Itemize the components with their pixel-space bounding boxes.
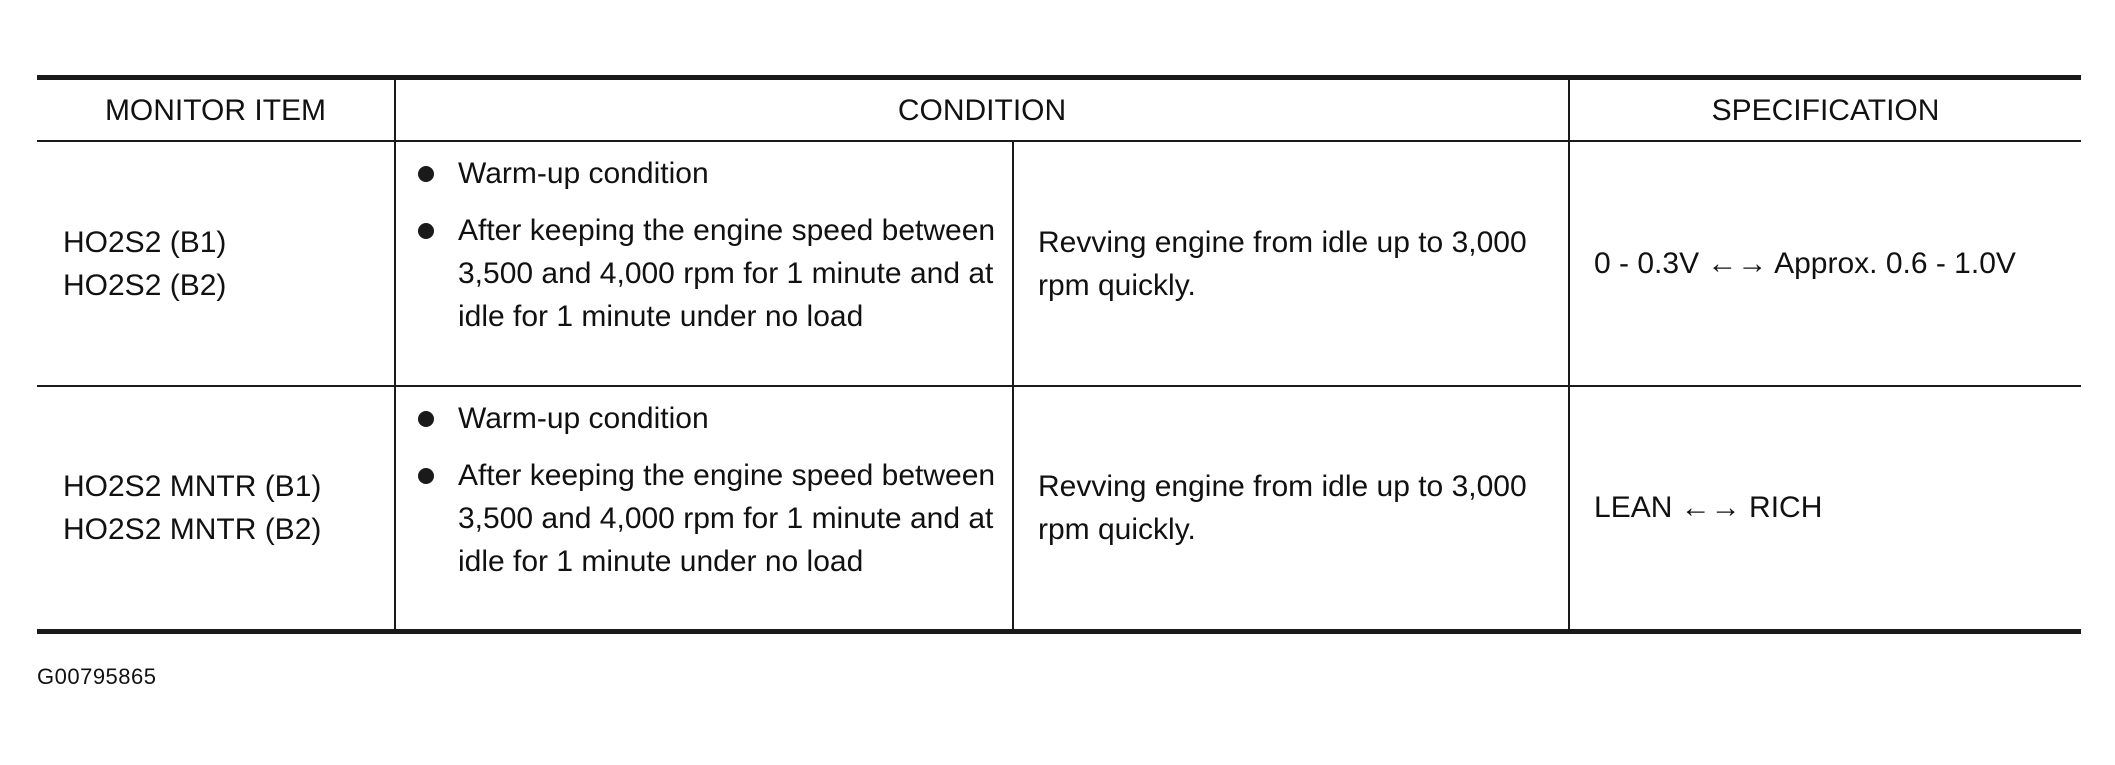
monitor-item-label: HO2S2 (B1) [63, 225, 227, 259]
condition-detail-cell: Revving engine from idle up to 3,000 rpm quickly. [1013, 141, 1569, 386]
condition-list [416, 397, 998, 583]
table-row [37, 141, 2081, 386]
condition-text: Warm-up condition [458, 402, 709, 435]
specification-cell: 0 - 0.3V ←→ Approx. 0.6 - 1.0V [1569, 141, 2081, 386]
condition-detail-cell: Revving engine from idle up to 3,000 rpm quickly. [1013, 386, 1569, 631]
condition-cell [395, 386, 1013, 631]
header-condition: CONDITION [395, 78, 1569, 142]
header-monitor-item: MONITOR ITEM [37, 78, 395, 142]
condition-item [416, 454, 998, 583]
monitor-item-cell [37, 386, 395, 631]
specification-cell: LEAN ←→ RICH [1569, 386, 2081, 631]
condition-text: After keeping the engine speed between 3,500 and 4,000 rpm for 1 minute and at idle for 1 minute under no load [458, 214, 996, 333]
table-row [37, 386, 2081, 631]
monitor-item-cell [37, 141, 395, 386]
monitor-spec-table [37, 75, 2081, 634]
header-specification: SPECIFICATION [1569, 78, 2081, 142]
monitor-item-label: HO2S2 MNTR (B2) [63, 512, 322, 546]
bullet-icon [418, 468, 434, 484]
figure-id: G00795865 [37, 664, 157, 689]
monitor-item-label: HO2S2 MNTR (B1) [63, 469, 322, 503]
condition-list [416, 152, 998, 338]
header-row [37, 78, 2081, 142]
condition-cell [395, 141, 1013, 386]
condition-item [416, 397, 998, 440]
bullet-icon [418, 166, 434, 182]
condition-item [416, 209, 998, 338]
condition-text: Warm-up condition [458, 157, 709, 190]
condition-text: After keeping the engine speed between 3,500 and 4,000 rpm for 1 minute and at idle for 1 minute under no load [458, 459, 996, 578]
monitor-item-label: HO2S2 (B2) [63, 268, 227, 302]
bullet-icon [418, 411, 434, 427]
condition-item [416, 152, 998, 195]
bullet-icon [418, 223, 434, 239]
